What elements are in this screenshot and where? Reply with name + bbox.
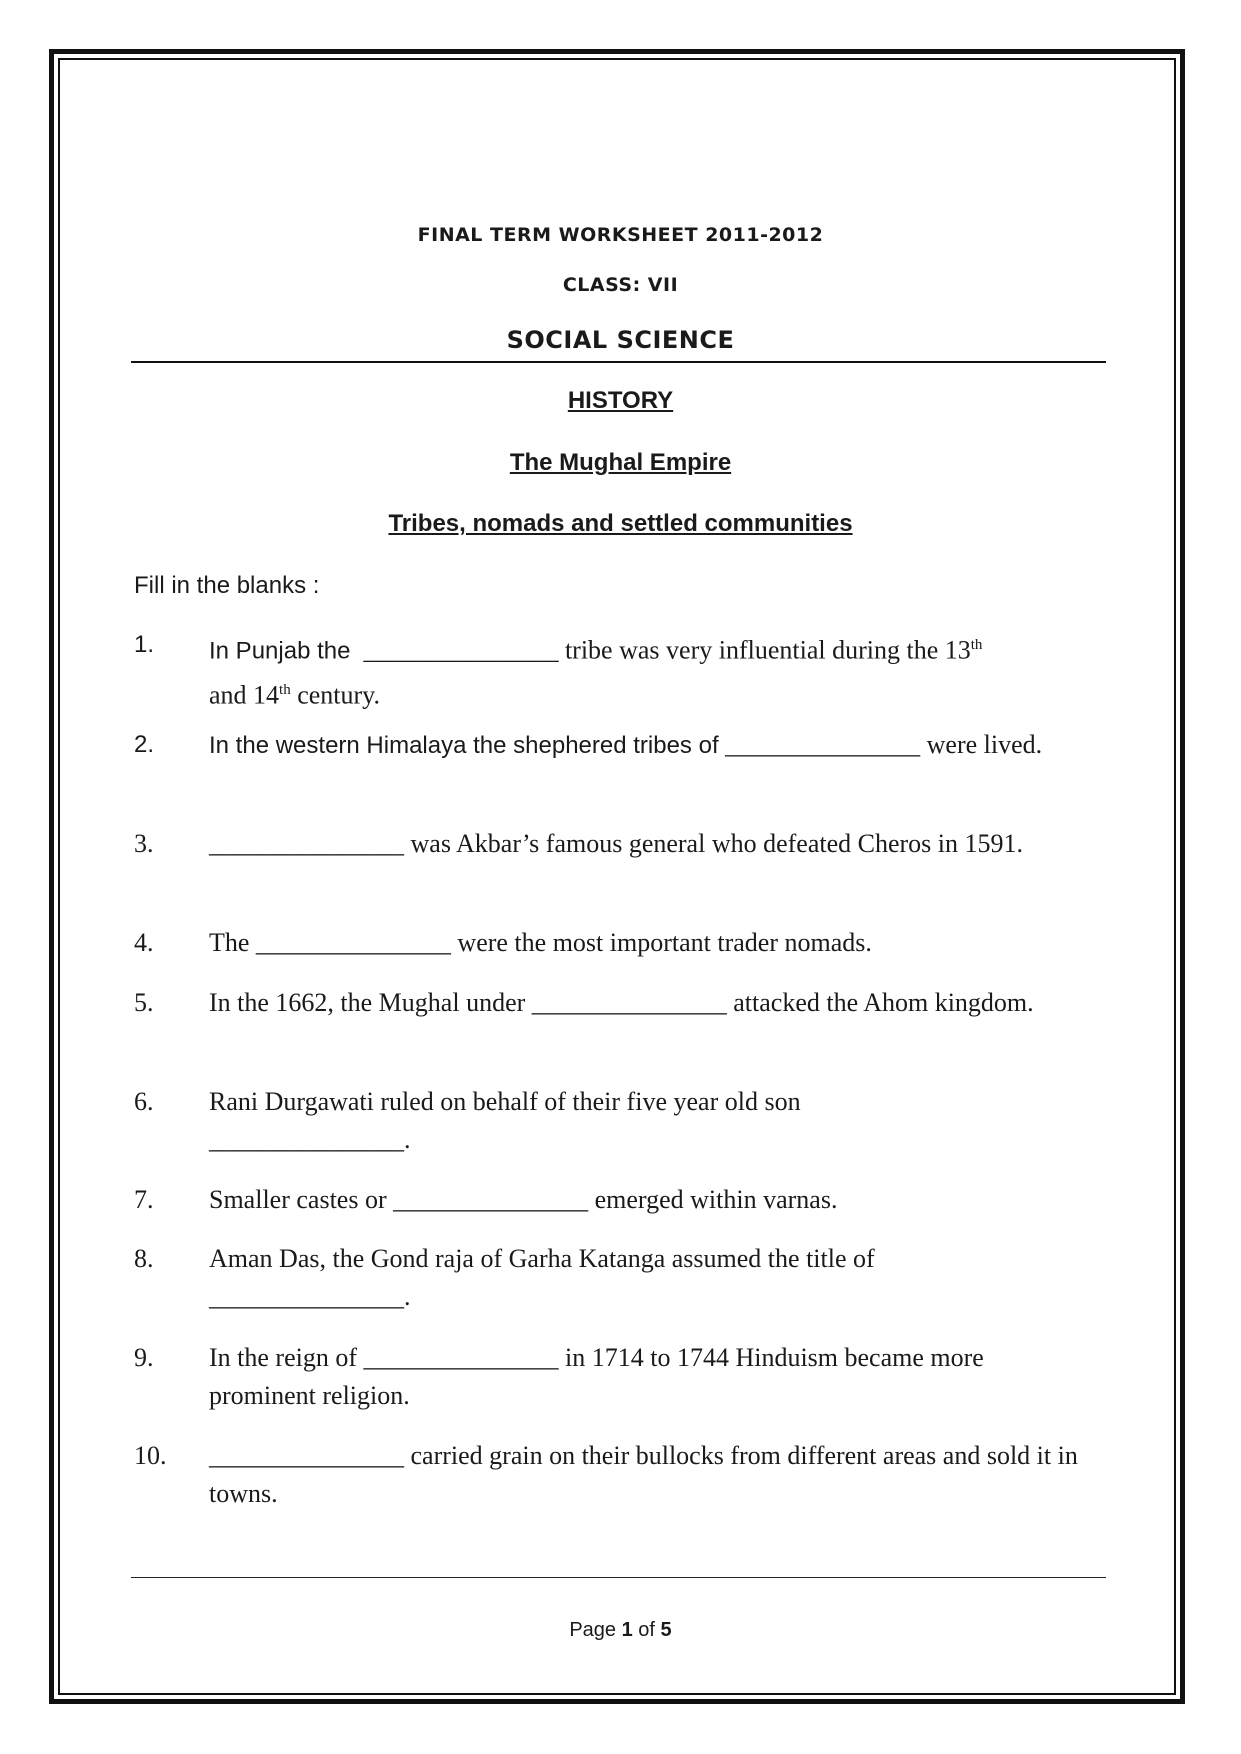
page-footer: [0, 1619, 1241, 1642]
question-text: _______________ tribe was very influential during the 13: [363, 635, 971, 665]
question-text: Smaller castes or _______________ emerged within varnas.: [209, 1185, 838, 1214]
page-total: 5: [660, 1619, 672, 1641]
question-2: [134, 726, 1094, 765]
question-6: [134, 1083, 1094, 1159]
of-label: of: [638, 1619, 655, 1641]
header-rule: [131, 361, 1106, 363]
chapter-title-1: The Mughal Empire: [509, 449, 732, 476]
question-text: In the reign of _______________ in 1714 to 1744 Hinduism became more prominent religion.: [209, 1343, 984, 1410]
superscript: th: [970, 637, 983, 653]
question-1: [134, 626, 1094, 714]
superscript: th: [279, 681, 291, 698]
question-number: 7.: [134, 1185, 154, 1214]
question-text: In the 1662, the Mughal under _______________ attacked the Ahom kingdom.: [209, 988, 1034, 1017]
question-number: 8.: [134, 1244, 154, 1273]
question-text: _______________ carried grain on their bullocks from different areas and sold it in towns.: [209, 1441, 1078, 1508]
page-number: 1: [621, 1619, 633, 1641]
question-9: [134, 1339, 1094, 1415]
question-number: 9.: [134, 1343, 154, 1372]
question-text-lead: In the western Himalaya the shephered tribes of: [209, 732, 719, 759]
section-heading: HISTORY: [567, 387, 674, 414]
question-text-lead: In Punjab the: [209, 637, 351, 665]
worksheet-title: FINAL TERM WORKSHEET 2011-2012: [417, 224, 824, 246]
question-text: The _______________ were the most important trader nomads.: [209, 928, 872, 957]
question-7: [134, 1181, 1094, 1219]
class-label: CLASS: VII: [562, 274, 679, 296]
question-text: _______________ were lived.: [718, 730, 1043, 759]
chapter-title-2: Tribes, nomads and settled communities: [388, 510, 853, 537]
page-label: Page: [569, 1619, 617, 1641]
footer-rule: [131, 1577, 1106, 1578]
question-text-cont: and 14: [209, 680, 280, 710]
question-3: [134, 825, 1094, 863]
question-number: 6.: [134, 1087, 154, 1116]
question-number: 4.: [134, 928, 154, 957]
question-4: [134, 924, 1094, 962]
subject-title: SOCIAL SCIENCE: [506, 326, 735, 354]
question-number: 5.: [134, 988, 154, 1017]
question-number: 3.: [134, 829, 154, 858]
question-10: [134, 1437, 1094, 1513]
question-number: 2.: [134, 731, 155, 758]
question-5: [134, 984, 1094, 1022]
question-number: 1.: [134, 631, 155, 658]
question-number: 10.: [134, 1441, 167, 1470]
question-8: [134, 1240, 1094, 1316]
instructions: Fill in the blanks :: [134, 572, 320, 599]
question-text-end: century.: [290, 680, 380, 710]
question-text: Rani Durgawati ruled on behalf of their five year old son _______________.: [209, 1087, 801, 1154]
question-text: _______________ was Akbar’s famous general who defeated Cheros in 1591.: [209, 829, 1024, 858]
question-text: Aman Das, the Gond raja of Garha Katanga assumed the title of _______________.: [209, 1244, 875, 1311]
